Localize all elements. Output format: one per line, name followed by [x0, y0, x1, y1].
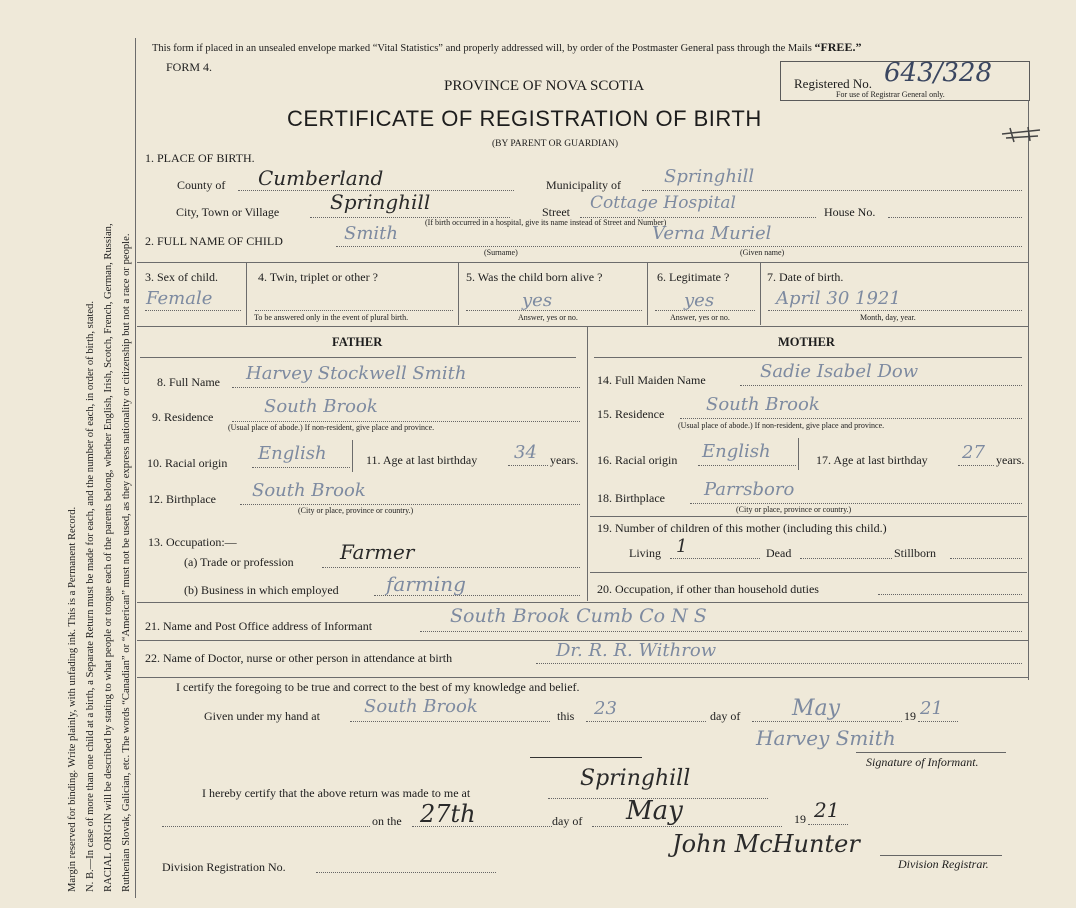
row3-top-line — [137, 262, 1028, 263]
county-label: County of — [177, 178, 226, 192]
trade-value: Farmer — [340, 540, 415, 564]
surname-caption: (Surname) — [484, 248, 518, 257]
mother-age-value: 27 — [962, 442, 985, 463]
business-value: farming — [386, 572, 466, 596]
registration-month: May — [626, 796, 683, 826]
father-name-label: 8. Full Name — [157, 375, 220, 389]
certify-day: 23 — [594, 698, 617, 719]
registrar-signature[interactable]: John McHunter — [672, 830, 860, 858]
racial-origin-note-cont: Ruthenian Slovak, Galician, etc. The words “Canadian” or “American” must not be used, as they express nationality or citizenship but not a race or people. — [121, 233, 132, 892]
multiple-birth-note: N. B.—In case of more than one child at a birth, a Separate Return must be made for each, and the number of each, in order of birth, stated. — [85, 301, 96, 892]
informant-label: 21. Name and Post Office address of Informant — [145, 619, 373, 633]
alive-note: Answer, yes or no. — [518, 313, 578, 322]
alive-label: 5. Was the child born alive ? — [466, 270, 603, 284]
racial-origin-note: RACIAL ORIGIN will be described by stating to what people or tongue each of the parents belong, whether English, Irish, Scotch, French, German, Russian, — [103, 223, 114, 892]
business-label: (b) Business in which employed — [184, 583, 339, 597]
free-text: “FREE.” — [814, 40, 862, 54]
father-residence-note: (Usual place of abode.) If non-resident, give place and province. — [228, 423, 435, 432]
place-heading: 1. PLACE OF BIRTH. — [145, 151, 255, 165]
mother-name-label: 14. Full Maiden Name — [597, 373, 706, 387]
father-racial-value: English — [258, 443, 327, 464]
dob-label: 7. Date of birth. — [767, 270, 844, 284]
county-value: Cumberland — [258, 166, 384, 190]
hospital-note: (If birth occurred in a hospital, give its name instead of Street and Number) — [425, 218, 667, 227]
certify-month: May — [792, 696, 841, 721]
division-reg-label: Division Registration No. — [162, 860, 286, 874]
informant-value: South Brook Cumb Co N S — [450, 605, 707, 627]
signature-caption: Signature of Informant. — [866, 755, 979, 769]
father-residence-label: 9. Residence — [152, 410, 214, 424]
binding-margin-note: Margin reserved for binding. Write plainly, with unfading ink. This is a Permanent Record. — [67, 506, 78, 892]
given-label: Given under my hand at — [204, 709, 320, 723]
doctor-label: 22. Name of Doctor, nurse or other person in attendance at birth — [145, 651, 453, 665]
mother-residence-value: South Brook — [706, 394, 820, 415]
mother-name-value: Sadie Isabel Dow — [760, 361, 919, 382]
father-birthplace-note: (City or place, province or country.) — [298, 506, 414, 515]
dob-value: April 30 1921 — [776, 288, 901, 309]
mother-occupation-label: 20. Occupation, if other than household duties — [597, 582, 819, 596]
mail-note — [152, 40, 861, 55]
year-prefix: 19 — [904, 709, 916, 723]
father-name-value: Harvey Stockwell Smith — [246, 363, 467, 384]
mother-birthplace-value: Parrsboro — [704, 479, 795, 500]
city-value: Springhill — [330, 190, 431, 214]
this-label: this — [557, 709, 575, 723]
occupation-label: 13. Occupation:— — [148, 535, 237, 549]
sex-label: 3. Sex of child. — [145, 270, 218, 284]
mother-years: years. — [996, 453, 1025, 467]
doctor-value: Dr. R. R. Withrow — [556, 640, 717, 661]
municipality-label: Municipality of — [546, 178, 621, 192]
sex-value: Female — [146, 288, 213, 309]
father-years: years. — [550, 453, 579, 467]
registered-number: 643/328 — [884, 58, 993, 88]
city-label: City, Town or Village — [176, 205, 280, 219]
father-birthplace-label: 12. Birthplace — [148, 492, 216, 506]
dob-note: Month, day, year. — [860, 313, 916, 322]
reg-day-of-label: day of — [552, 814, 583, 828]
house-label: House No. — [824, 205, 876, 219]
province-title: PROVINCE OF NOVA SCOTIA — [444, 78, 645, 94]
mother-racial-value: English — [702, 441, 771, 462]
registrar-caption: Division Registrar. — [898, 857, 989, 871]
mother-birthplace-label: 18. Birthplace — [597, 491, 665, 505]
father-residence-value: South Brook — [264, 396, 378, 417]
father-age-value: 34 — [514, 442, 537, 463]
registrar-use-note: For use of Registrar General only. — [836, 90, 945, 99]
children-count-label: 19. Number of children of this mother (including this child.) — [597, 521, 887, 535]
registrar-statement: I hereby certify that the above return was made to me at — [202, 786, 471, 800]
child-given: Verna Muriel — [652, 223, 772, 244]
father-age-label: 11. Age at last birthday — [366, 453, 478, 467]
dead-label: Dead — [766, 546, 792, 560]
mother-residence-label: 15. Residence — [597, 407, 665, 421]
legitimate-value: yes — [684, 290, 715, 311]
twin-label: 4. Twin, triplet or other ? — [258, 270, 378, 284]
stillborn-label: Stillborn — [894, 546, 937, 560]
father-heading: FATHER — [332, 335, 383, 349]
mail-note-text: This form if placed in an unsealed envelope marked “Vital Statistics” and properly addressed will, by order of the Postmaster General pass through the Mails — [152, 43, 812, 54]
father-birthplace-value: South Brook — [252, 480, 366, 501]
street-value: Cottage Hospital — [590, 193, 736, 213]
registration-year: 21 — [814, 798, 840, 822]
informant-signature[interactable]: Harvey Smith — [756, 726, 896, 750]
stamp-icon — [1000, 124, 1044, 144]
form-number: FORM 4. — [166, 60, 213, 74]
certificate-subtitle: (BY PARENT OR GUARDIAN) — [492, 139, 619, 149]
registrar-place: Springhill — [580, 766, 691, 791]
child-surname: Smith — [344, 223, 398, 244]
mother-heading: MOTHER — [778, 335, 835, 349]
legitimate-note: Answer, yes or no. — [670, 313, 730, 322]
child-name-label: 2. FULL NAME OF CHILD — [145, 234, 283, 248]
registration-day: 27th — [420, 800, 476, 828]
twin-note: To be answered only in the event of plural birth. — [254, 313, 409, 322]
street-label: Street — [542, 205, 570, 219]
registered-label: Registered No. — [794, 76, 872, 91]
certificate-title: CERTIFICATE OF REGISTRATION OF BIRTH — [287, 106, 762, 131]
row3-bottom-line — [137, 326, 1028, 327]
mother-racial-label: 16. Racial origin — [597, 453, 678, 467]
frame-left — [135, 38, 136, 898]
living-label: Living — [629, 546, 661, 560]
mother-age-label: 17. Age at last birthday — [816, 453, 928, 467]
certify-statement: I certify the foregoing to be true and correct to the best of my knowledge and belief. — [176, 680, 580, 694]
reg-year-prefix: 19 — [794, 812, 806, 826]
certify-year: 21 — [920, 698, 943, 719]
given-caption: (Given name) — [740, 248, 785, 257]
mother-birthplace-note: (City or place, province or country.) — [736, 505, 852, 514]
trade-label: (a) Trade or profession — [184, 555, 294, 569]
parent-divider — [587, 327, 588, 601]
alive-value: yes — [522, 290, 553, 311]
on-the-label: on the — [372, 814, 402, 828]
legitimate-label: 6. Legitimate ? — [657, 270, 730, 284]
frame-right — [1028, 100, 1029, 680]
living-value: 1 — [676, 536, 688, 557]
municipality-value: Springhill — [664, 166, 755, 187]
given-place: South Brook — [364, 696, 478, 717]
father-racial-label: 10. Racial origin — [147, 456, 228, 470]
day-of-label: day of — [710, 709, 741, 723]
mother-residence-note: (Usual place of abode.) If non-resident, give place and province. — [678, 421, 885, 430]
